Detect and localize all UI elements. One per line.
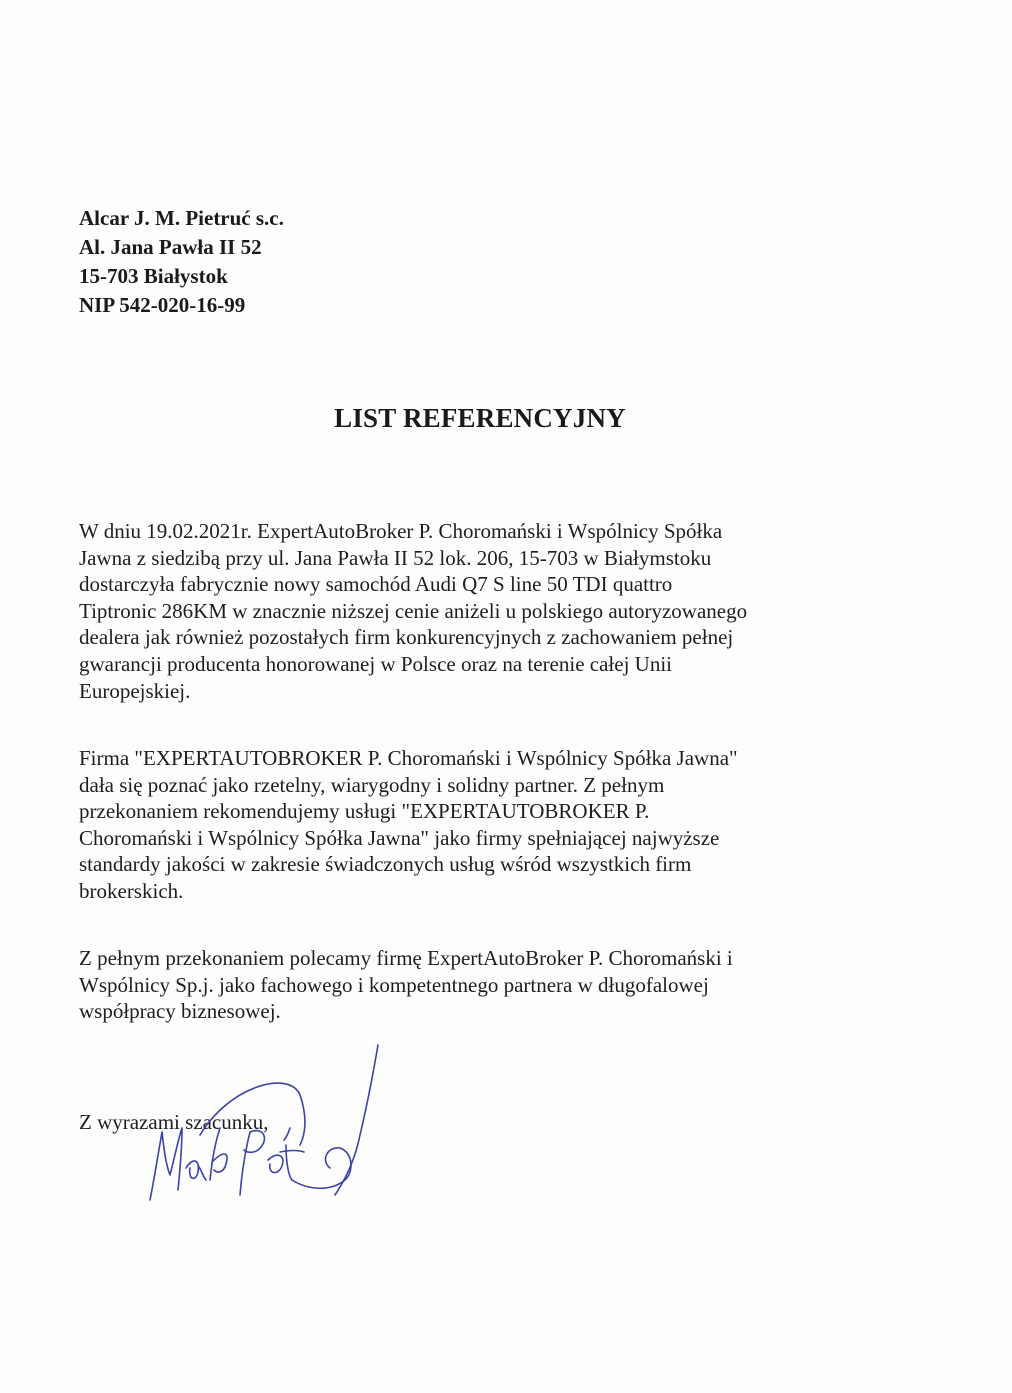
handwritten-signature xyxy=(140,1040,390,1210)
letter-title: LIST REFERENCYJNY xyxy=(334,403,626,433)
paragraph-line: współpracy biznesowej. xyxy=(79,999,281,1024)
sender-tax-id: NIP 542-020-16-99 xyxy=(79,293,246,317)
paragraph-conclusion xyxy=(79,945,899,1025)
paragraph-line: standardy jakości w zakresie świadczonych usług wśród wszystkich firm xyxy=(79,852,692,877)
paragraph-delivery xyxy=(79,518,899,704)
paragraph-line: dostarczyła fabrycznie nowy samochód Audi Q7 S line 50 TDI quattro xyxy=(79,572,673,597)
paragraph-line: gwarancji producenta honorowanej w Polsce oraz na terenie całej Unii xyxy=(79,651,673,676)
sender-city: 15-703 Białystok xyxy=(79,264,228,288)
paragraph-line: Europejskiej. xyxy=(79,678,191,703)
paragraph-recommendation xyxy=(79,745,899,905)
paragraph-line: Firma "EXPERTAUTOBROKER P. Choromański i Wspólnicy Spółka Jawna" xyxy=(79,746,738,770)
paragraph-line: Wspólnicy Sp.j. jako fachowego i kompetentnego partnera w długofalowej xyxy=(79,972,709,997)
paragraph-line: dała się poznać jako rzetelny, wiarygodny i solidny partner. Z pełnym xyxy=(79,772,665,797)
paragraph-line: Tiptronic 286KM w znacznie niższej cenie aniżeli u polskiego autoryzowanego xyxy=(79,598,748,623)
paragraph-line: dealera jak również pozostałych firm konkurencyjnych z zachowaniem pełnej xyxy=(79,625,734,650)
sender-company-name: Alcar J. M. Pietruć s.c. xyxy=(79,206,284,230)
paragraph-line: przekonaniem rekomendujemy usługi "EXPERTAUTOBROKER P. xyxy=(79,799,650,824)
paragraph-line: Jawna z siedzibą przy ul. Jana Pawła II 52 lok. 206, 15-703 w Białymstoku xyxy=(79,545,712,570)
closing-salutation: Z wyrazami szacunku, xyxy=(79,1110,269,1134)
paragraph-line: Choromański i Wspólnicy Spółka Jawna" jako firmy spełniającej najwyższe xyxy=(79,825,720,850)
paragraph-line: Z pełnym przekonaniem polecamy firmę ExpertAutoBroker P. Choromański i xyxy=(79,946,733,970)
sender-street: Al. Jana Pawła II 52 xyxy=(79,235,262,259)
paragraph-line: W dniu 19.02.2021r. ExpertAutoBroker P. Choromański i Wspólnicy Spółka xyxy=(79,519,723,543)
paragraph-line: brokerskich. xyxy=(79,878,184,903)
sender-address-block xyxy=(79,204,284,320)
